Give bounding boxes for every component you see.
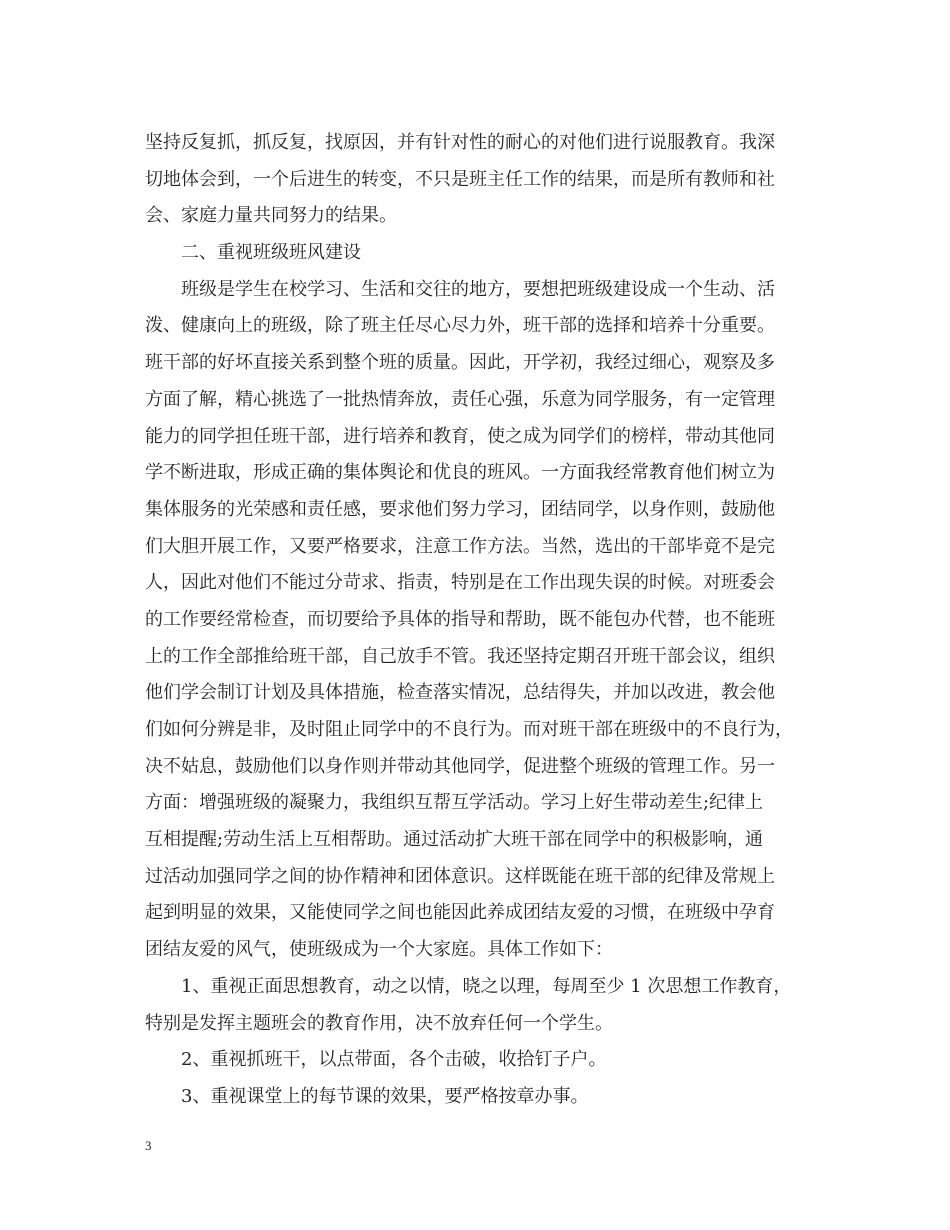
section-heading: 二、重视班级班风建设 <box>181 242 361 264</box>
text-line: 决不姑息，鼓励他们以身作则并带动其他同学，促进整个班级的管理工作。另一 <box>145 755 775 777</box>
text-line: 们如何分辨是非，及时阻止同学中的不良行为。而对班干部在班级中的不良行为， <box>145 719 793 740</box>
text-line: 互相提醒;劳动生活上互相帮助。通过活动扩大班干部在同学中的积极影响，通 <box>145 829 764 851</box>
text-line: 起到明显的效果，又能使同学之间也能因此养成团结友爱的习惯，在班级中孕育 <box>145 902 775 924</box>
text-line: 能力的同学担任班干部，进行培养和教育，使之成为同学们的榜样，带动其他同 <box>145 425 775 447</box>
text-line: 泼、健康向上的班级，除了班主任尽心尽力外，班干部的选择和培养十分重要。 <box>145 315 775 337</box>
text-line: 会、家庭力量共同努力的结果。 <box>145 205 397 227</box>
text-line: 他们学会制订计划及具体措施，检查落实情况，总结得失，并加以改进，教会他 <box>145 682 775 704</box>
text-line: 方面了解，精心挑选了一批热情奔放，责任心强，乐意为同学服务，有一定管理 <box>145 388 775 410</box>
text-line: 上的工作全部推给班干部，自己放手不管。我还坚持定期召开班干部会议，组织 <box>145 645 775 667</box>
list-item: 3、重视课堂上的每节课的效果，要严格按章办事。 <box>181 1085 589 1107</box>
text-line: 团结友爱的风气，使班级成为一个大家庭。具体工作如下： <box>145 939 613 961</box>
body-text <box>145 125 809 1116</box>
text-line: 坚持反复抓，抓反复，找原因，并有针对性的耐心的对他们进行说服教育。我深 <box>145 132 775 153</box>
page-number: 3 <box>145 1138 152 1153</box>
text-line: 特别是发挥主题班会的教育作用，决不放弃任何一个学生。 <box>145 1012 613 1034</box>
text-line: 班级是学生在校学习、生活和交往的地方，要想把班级建设成一个生动、活 <box>181 278 775 300</box>
text-line: 方面：增强班级的凝聚力，我组织互帮互学活动。学习上好生带动差生;纪律上 <box>145 792 764 814</box>
list-item: 2、重视抓班干，以点带面，各个击破，收拾钉子户。 <box>181 1049 607 1071</box>
list-item: 1、重视正面思想教育，动之以情，晓之以理，每周至少 1 次思想工作教育， <box>181 975 792 997</box>
text-line: 人，因此对他们不能过分苛求、指责，特别是在工作出现失误的时候。对班委会 <box>145 572 775 594</box>
text-line: 的工作要经常检查，而切要给予具体的指导和帮助，既不能包办代替，也不能班 <box>145 608 775 630</box>
text-line: 集体服务的光荣感和责任感，要求他们努力学习，团结同学，以身作则，鼓励他 <box>145 498 775 520</box>
text-line: 学不断进取，形成正确的集体舆论和优良的班风。一方面我经常教育他们树立为 <box>145 462 775 484</box>
text-line: 切地体会到，一个后进生的转变，不只是班主任工作的结果，而是所有教师和社 <box>145 168 775 190</box>
text-line: 们大胆开展工作，又要严格要求，注意工作方法。当然，选出的干部毕竟不是完 <box>145 535 775 557</box>
text-line: 过活动加强同学之间的协作精神和团体意识。这样既能在班干部的纪律及常规上 <box>145 865 775 887</box>
text-line: 班干部的好坏直接关系到整个班的质量。因此，开学初，我经过细心，观察及多 <box>145 352 775 374</box>
